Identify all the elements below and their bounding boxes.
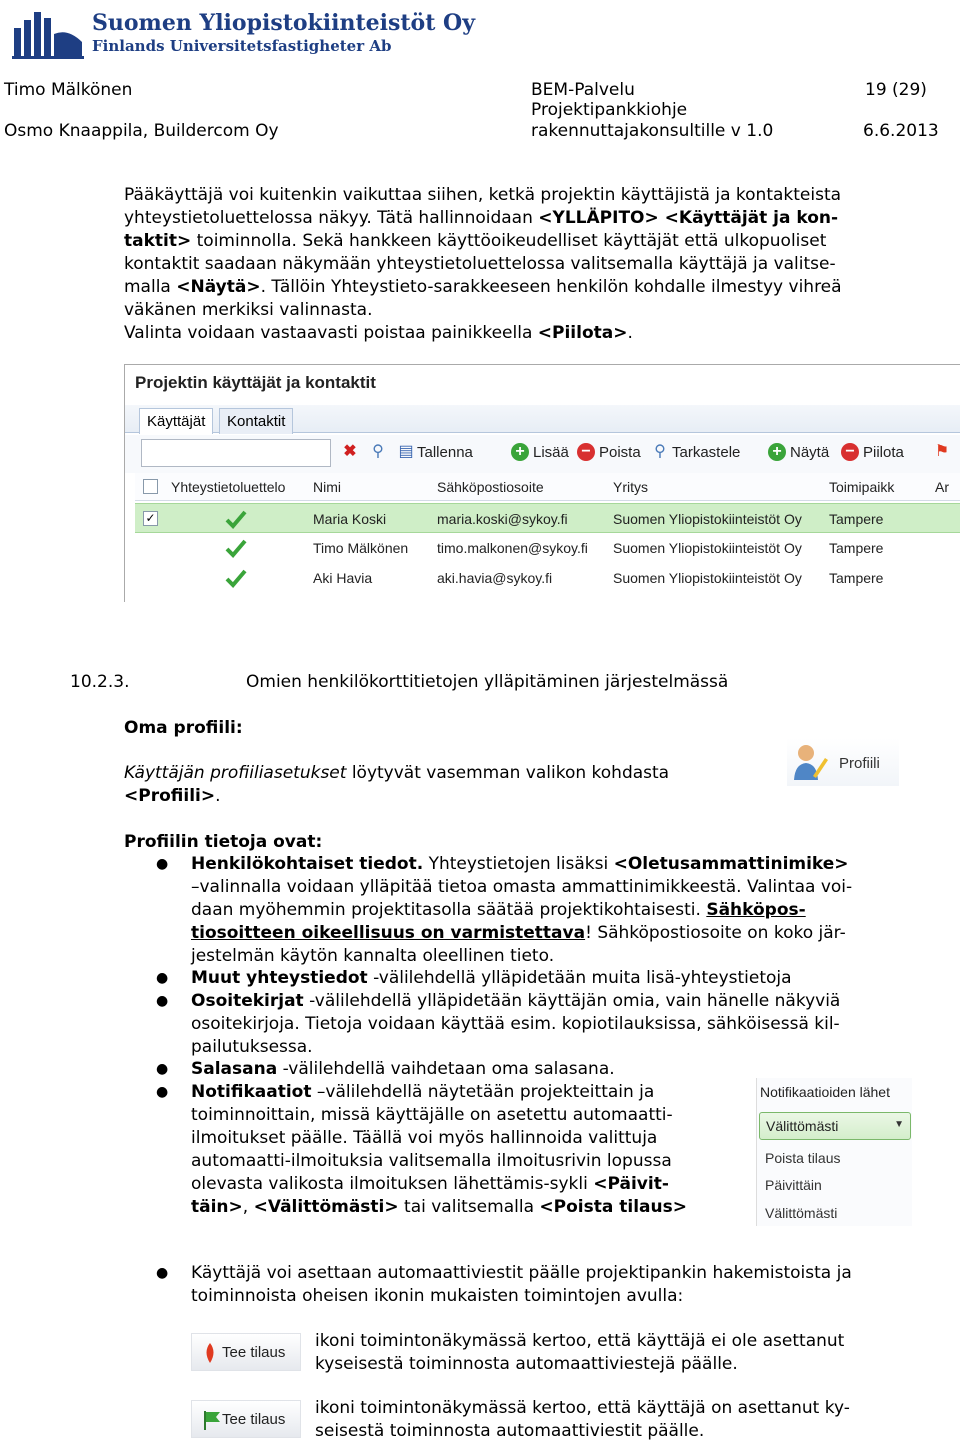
- order-button-on[interactable]: [191, 1400, 301, 1438]
- bullet-dot: ●: [156, 993, 169, 1009]
- users-contacts-screenshot: [124, 364, 960, 602]
- search-input[interactable]: [141, 439, 331, 467]
- cell-name: Timo Mälkönen: [313, 540, 409, 556]
- header-doc-line1: BEM-Palvelu: [531, 80, 635, 100]
- option-daily[interactable]: Päivittäin: [765, 1177, 822, 1193]
- cell-city: Tampere: [829, 540, 884, 556]
- col-contact-list[interactable]: Yhteystietoluettelo: [171, 479, 286, 495]
- inspect-icon: ⚲: [654, 443, 666, 460]
- add-button[interactable]: Lisää: [533, 444, 569, 461]
- order-button-off[interactable]: [191, 1333, 301, 1371]
- chevron-down-icon[interactable]: ▼: [894, 1119, 904, 1130]
- save-button[interactable]: Tallenna: [417, 444, 473, 461]
- save-icon: ▤: [398, 443, 414, 460]
- bullet-other-contacts: Muut yhteystiedot -välilehdellä ylläpidetään muita lisä-yhteystietoja: [191, 968, 792, 988]
- header-date: 6.6.2013: [863, 121, 939, 141]
- logo-text-sv: Finlands Universitetsfastigheter Ab: [92, 37, 392, 55]
- bullet-personal-info: Henkilökohtaiset tiedot. Yhteystietojen lisäksi <Oletusammattinimike> –valinnalla voidaan ylläpitää tietoa omasta ammattinimikkeestä. Valintaa voi- daan myöhemmin projektitasolla säätää projektikohtaisesti. Sähköpos- tiosoitteen oikeellisuus on varmistettava! Sähköpostiosoite on koko jär- jestelmän käytön kannalta oleellinen tieto.: [191, 854, 853, 966]
- order-label: Tee tilaus: [222, 1344, 286, 1361]
- cell-email: timo.malkonen@sykoy.fi: [437, 540, 588, 556]
- show-icon: +: [768, 443, 786, 461]
- remove-icon: −: [577, 443, 595, 461]
- col-company[interactable]: Yritys: [613, 479, 648, 495]
- cell-name: Aki Havia: [313, 570, 373, 586]
- tab-users[interactable]: Käyttäjät: [139, 408, 213, 434]
- toolbar: [125, 435, 960, 473]
- header-doc-line2: Projektipankkiohje: [531, 100, 688, 120]
- notification-column-header: Notifikaatioiden lähet: [760, 1084, 890, 1100]
- hide-icon: −: [841, 443, 859, 461]
- order-label: Tee tilaus: [222, 1411, 286, 1428]
- add-icon: +: [511, 443, 529, 461]
- table-row[interactable]: [135, 533, 960, 563]
- tab-bar: [125, 405, 960, 433]
- col-ar[interactable]: Ar: [935, 479, 949, 495]
- cell-email: maria.koski@sykoy.fi: [437, 511, 568, 527]
- profiili-label: Profiili: [839, 755, 880, 772]
- bullet-dot: ●: [156, 1061, 169, 1077]
- profile-paragraph: Käyttäjän profiiliasetukset löytyvät vasemman valikon kohdasta <Profiili>.: [124, 763, 670, 806]
- red-flag-icon: [202, 1342, 218, 1364]
- intro-paragraph: Pääkäyttäjä voi kuitenkin vaikuttaa siihen, ketkä projektin käyttäjistä ja kontakteista yhteystietoluettelossa näkyy. Tätä hallinnoidaan <YLLÄPITO> <Käyttäjät ja kon- taktit> toiminnolla. Sekä hankkeen käyttöoikeudelliset käyttäjät että ulkopuoliset kontaktit saadaan näkymään yhteystietoluettelossa valitsemalla käyttäjä ja valitse- malla <Näytä>. Tällöin Yhteystieto-sarakkeeseen henkilön kohdalle ilmestyy vihreä väkänen merkiksi valinnasta. Valinta voidaan vastaavasti poistaa painikkeella <Piilota>.: [124, 185, 842, 343]
- bullet-password: Salasana -välilehdellä vaihdetaan oma salasana.: [191, 1059, 615, 1079]
- panel-title: Projektin käyttäjät ja kontaktit: [135, 373, 376, 392]
- green-check-icon: [225, 568, 247, 588]
- oma-profiili-heading: Oma profiili:: [124, 718, 243, 738]
- cell-company: Suomen Yliopistokiinteistöt Oy: [613, 540, 802, 556]
- clear-icon[interactable]: ✖: [343, 443, 357, 460]
- col-name[interactable]: Nimi: [313, 479, 341, 495]
- order-on-description: ikoni toimintonäkymässä kertoo, että käyttäjä on asettanut ky- seisestä toiminnosta automaattiviestit päälle.: [315, 1398, 850, 1441]
- option-immediately[interactable]: Välittömästi: [765, 1205, 838, 1221]
- flag-icon[interactable]: ⚑: [934, 443, 950, 460]
- frequency-select[interactable]: [759, 1112, 911, 1140]
- inspect-button[interactable]: Tarkastele: [672, 444, 741, 461]
- bullet-dot: ●: [156, 1084, 169, 1100]
- header-page: 19 (29): [865, 80, 927, 100]
- bullet-dot: ●: [156, 970, 169, 986]
- header-author-2: Osmo Knaappila, Buildercom Oy: [4, 121, 279, 141]
- profiili-menu-item[interactable]: [787, 738, 899, 786]
- select-all-checkbox[interactable]: [143, 479, 158, 494]
- option-remove-subscription[interactable]: Poista tilaus: [765, 1150, 841, 1166]
- logo-text-fi: Suomen Yliopistokiinteistöt Oy: [92, 10, 476, 36]
- remove-button[interactable]: Poista: [599, 444, 641, 461]
- green-check-icon: [225, 538, 247, 558]
- cell-email: aki.havia@sykoy.fi: [437, 570, 553, 586]
- profile-info-heading: Profiilin tietoja ovat:: [124, 832, 323, 852]
- grid-header: [135, 473, 960, 501]
- bullet-auto-messages: Käyttäjä voi asettaan automaattiviestit päälle projektipankin hakemistoista ja toiminnoista oheisen ikonin mukaisten toimintojen avulla:: [191, 1263, 852, 1306]
- bullet-dot: ●: [156, 856, 169, 872]
- section-title: Omien henkilökorttitietojen ylläpitäminen järjestelmässä: [246, 672, 729, 692]
- cell-city: Tampere: [829, 570, 884, 586]
- cell-city: Tampere: [829, 511, 884, 527]
- bullet-dot: ●: [156, 1265, 169, 1281]
- search-icon[interactable]: ⚲: [372, 443, 384, 460]
- row-checkbox[interactable]: ✓: [143, 511, 158, 526]
- logo-building-icon: [10, 8, 90, 60]
- green-flag-icon: [202, 1409, 222, 1431]
- table-row[interactable]: [135, 563, 960, 593]
- cell-company: Suomen Yliopistokiinteistöt Oy: [613, 570, 802, 586]
- col-city[interactable]: Toimipaikk: [829, 479, 895, 495]
- table-row[interactable]: [135, 503, 960, 533]
- col-email[interactable]: Sähköpostiosoite: [437, 479, 544, 495]
- notification-dropdown-screenshot: [756, 1078, 912, 1226]
- cell-name: Maria Koski: [313, 511, 387, 527]
- order-off-description: ikoni toimintonäkymässä kertoo, että käyttäjä ei ole asettanut kyseisestä toiminnosta automaattiviestejä päälle.: [315, 1331, 845, 1374]
- user-profile-icon: [791, 742, 829, 782]
- bullet-address-books: Osoitekirjat -välilehdellä ylläpidetään käyttäjän omia, vain hänelle näkyviä osoitekirjoja. Tietoja voidaan käyttää esim. kopiotilauksissa, sähköisessä kil- pailutuksessa.: [191, 991, 841, 1057]
- header-doc-line3: rakennuttajakonsultille v 1.0: [531, 121, 774, 141]
- header-author-1: Timo Mälkönen: [4, 80, 133, 100]
- frequency-selected-value: Välittömästi: [766, 1118, 839, 1134]
- hide-button[interactable]: Piilota: [863, 444, 904, 461]
- show-button[interactable]: Näytä: [790, 444, 830, 461]
- cell-company: Suomen Yliopistokiinteistöt Oy: [613, 511, 802, 527]
- tab-contacts[interactable]: Kontaktit: [219, 408, 293, 434]
- bullet-notifications: Notifikaatiot –välilehdellä näytetään projekteittain ja toiminnoittain, missä käyttäjälle on asetettu automaatti- ilmoitukset päälle. Täällä voi myös hallinnoida valittuja automaatti-ilmoituksia valitsemalla ilmoitusrivin lopussa olevasta valikosta ilmoituksen lähettämis-sykli <Päivit- täin>, <Välittömästi> tai valitsemalla <Poista tilaus>: [191, 1082, 687, 1217]
- green-check-icon: [225, 509, 247, 529]
- section-number: 10.2.3.: [70, 672, 130, 692]
